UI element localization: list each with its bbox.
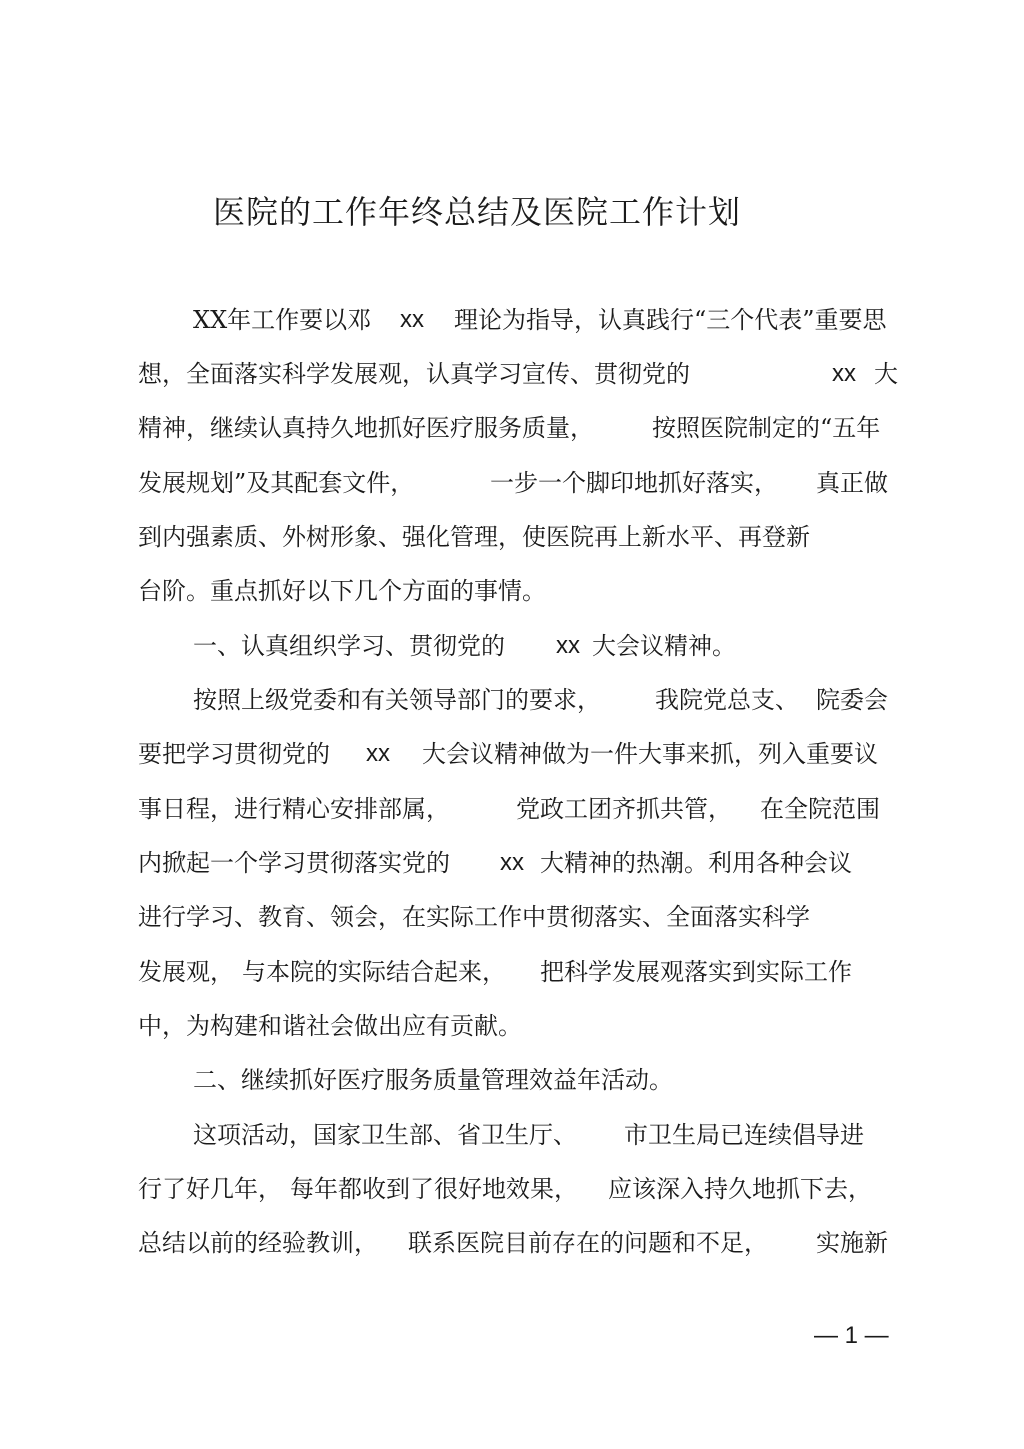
- text-segment: 联系医院目前存在的问题和不足，: [408, 1229, 768, 1257]
- text-segment: 应该深入持久地抓下去，: [608, 1175, 872, 1203]
- text-segment: 在全院范围: [760, 795, 880, 823]
- text-segment: xx: [556, 632, 580, 659]
- text-segment: 中，为构建和谐社会做出应有贡献。: [138, 1012, 522, 1040]
- text-segment: 我院党总支、: [655, 686, 799, 714]
- text-segment: 台阶。重点抓好以下几个方面的事情。: [138, 577, 546, 605]
- text-segment: 二、继续抓好医疗服务质量管理效益年活动。: [193, 1066, 673, 1094]
- text-segment: 到内强素质、外树形象、强化管理，使医院再上新水平、再登新: [138, 523, 810, 551]
- text-segment: 每年都收到了很好地效果，: [290, 1175, 578, 1203]
- text-segment: xx: [832, 360, 856, 387]
- text-segment: 行了好几年，: [138, 1175, 282, 1203]
- text-segment: 大会议精神做为一件大事来抓，列入重要议: [422, 740, 878, 768]
- text-segment: 精神，继续认真持久地抓好医疗服务质量，: [138, 414, 594, 442]
- text-segment: xx: [500, 849, 524, 876]
- text-segment: 发展观，: [138, 958, 234, 986]
- text-segment: 大: [874, 360, 898, 388]
- text-segment: 一步一个脚印地抓好落实，: [490, 469, 778, 497]
- text-segment: 进行学习、教育、领会，在实际工作中贯彻落实、全面落实科学: [138, 903, 810, 931]
- text-segment: 理论为指导，认真践行“三个代表”重要思: [454, 306, 887, 334]
- text-segment: 市卫生局已连续倡导进: [624, 1121, 864, 1149]
- text-segment: xx: [400, 306, 424, 333]
- text-segment: 大精神的热潮。利用各种会议: [540, 849, 852, 877]
- text-segment: xx: [366, 740, 390, 767]
- document-title: 医院的工作年终总结及医院工作计划: [213, 193, 742, 231]
- text-segment: 总结以前的经验教训，: [138, 1229, 378, 1257]
- text-segment: 按照上级党委和有关领导部门的要求，: [193, 686, 601, 714]
- text-segment: 事日程，进行精心安排部属，: [138, 795, 450, 823]
- text-segment: XX年工作要以邓: [193, 306, 372, 334]
- text-segment: 要把学习贯彻党的: [138, 740, 330, 768]
- text-segment: 按照医院制定的“五年: [652, 414, 881, 442]
- text-segment: 发展规划”及其配套文件，: [138, 469, 415, 497]
- text-segment: 院委会: [816, 686, 888, 714]
- text-segment: 这项活动，国家卫生部、省卫生厅、: [193, 1121, 577, 1149]
- text-segment: 党政工团齐抓共管，: [516, 795, 732, 823]
- text-segment: 大会议精神。: [592, 632, 736, 660]
- text-segment: 实施新: [816, 1229, 888, 1257]
- text-segment: 真正做: [816, 469, 888, 497]
- text-segment: 把科学发展观落实到实际工作: [540, 958, 852, 986]
- text-segment: 与本院的实际结合起来，: [242, 958, 506, 986]
- text-segment: 一、认真组织学习、贯彻党的: [193, 632, 505, 660]
- text-segment: 内掀起一个学习贯彻落实党的: [138, 849, 450, 877]
- page-number: — 1 —: [814, 1322, 889, 1349]
- text-segment: 想，全面落实科学发展观，认真学习宣传、贯彻党的: [138, 360, 690, 388]
